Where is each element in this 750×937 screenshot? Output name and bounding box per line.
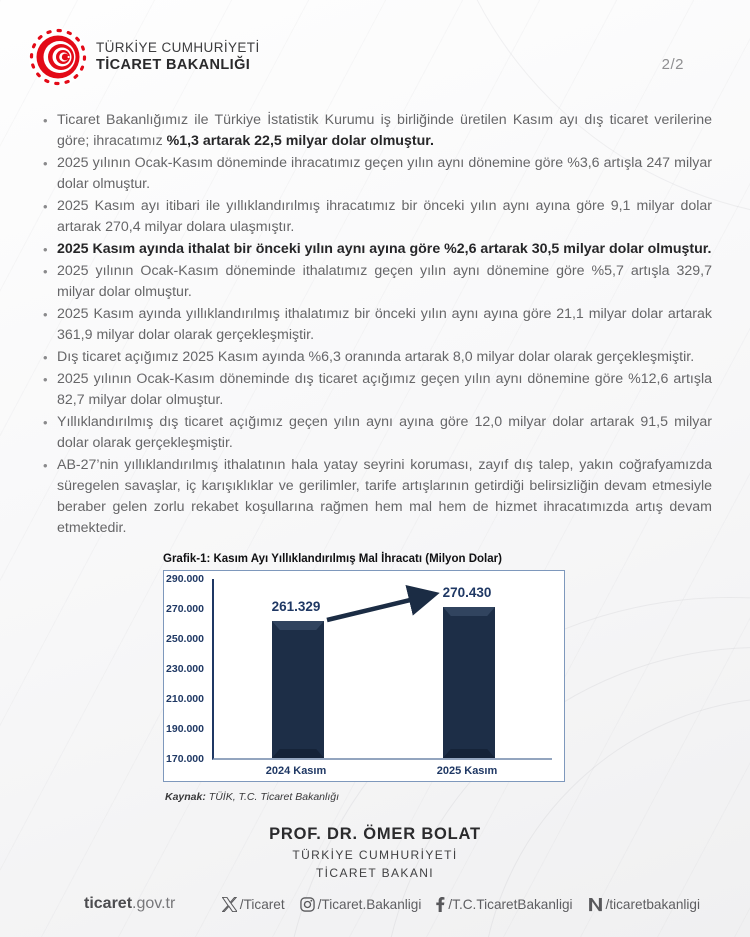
bar-chart xyxy=(163,570,565,782)
social-link-nsosyal[interactable] xyxy=(588,897,700,912)
x-axis-category-label: 2024 Kasım xyxy=(265,765,327,777)
signature-block xyxy=(0,825,750,880)
ministry-logo-icon xyxy=(28,27,88,87)
bullet-item xyxy=(42,110,712,152)
website-bold: ticaret xyxy=(84,895,133,912)
social-handle: /Ticaret.Bakanligi xyxy=(317,896,422,912)
y-axis-tick-label: 270.000 xyxy=(166,603,204,615)
y-axis-tick-label: 230.000 xyxy=(166,663,204,675)
chart-title: Grafik-1: Kasım Ayı Yıllıklandırılmış Mal İhracatı (Milyon Dolar) xyxy=(163,553,502,565)
y-axis-tick-label: 170.000 xyxy=(166,753,204,765)
social-handle: /Ticaret xyxy=(239,896,285,912)
bullet-item xyxy=(42,455,712,539)
signature-line2: TİCARET BAKANI xyxy=(315,866,435,880)
source-label: Kaynak: xyxy=(165,791,206,803)
page-number: 2/2 xyxy=(661,56,684,73)
ministry-name-line2: TİCARET BAKANLIĞI xyxy=(96,57,251,73)
bullet-segment: %1,3 artarak 22,5 milyar dolar olmuştur. xyxy=(166,133,434,149)
bullet-segment: 2025 Kasım ayında yıllıklandırılmış ithalatımız bir önceki yılın aynı ayına göre 21,1 milyar dolar artarak 361,9 milyar dolar olarak gerçekleşmiştir. xyxy=(57,306,712,343)
chart-section xyxy=(163,553,565,803)
x-axis-category-label: 2025 Kasım xyxy=(436,765,498,777)
bullet-item xyxy=(42,261,712,303)
ministry-logo xyxy=(28,27,88,87)
nsosyal-icon xyxy=(588,897,603,912)
bar-value-label: 270.430 xyxy=(442,585,492,600)
instagram-icon xyxy=(300,897,315,912)
bullet-item xyxy=(42,239,712,260)
source-note xyxy=(165,791,565,803)
bar-2025 Kasım xyxy=(443,607,495,758)
bullet-segment: 2025 Kasım ayında ithalat bir önceki yılın aynı ayına göre %2,6 artarak 30,5 milyar dolar olmuştur. xyxy=(57,241,712,257)
footer xyxy=(0,879,750,937)
bullet-item xyxy=(42,369,712,411)
x-icon xyxy=(222,897,237,912)
bullet-segment: 2025 yılının Ocak-Kasım döneminde ithalatımız geçen yılın aynı dönemine göre %5,7 artışla 329,7 milyar dolar olmuştur. xyxy=(57,263,712,300)
ministry-name-line1: TÜRKİYE CUMHURİYETİ xyxy=(96,40,260,55)
bullet-item xyxy=(42,153,712,195)
website-rest: .gov.tr xyxy=(132,895,176,912)
bullet-segment: 2025 yılının Ocak-Kasım döneminde ihracatımız geçen yılın aynı dönemine göre %3,6 artışla 247 milyar dolar olmuştur. xyxy=(57,155,712,192)
bullet-segment: Yıllıklandırılmış dış ticaret açığımız geçen yılın aynı ayına göre 12,0 milyar dolar artarak 91,5 milyar dolar olarak gerçekleşmiştir. xyxy=(57,414,712,451)
website-link[interactable] xyxy=(84,895,175,913)
bar-2024 Kasım xyxy=(272,621,324,758)
bullet-segment: Ticaret Bakanlığımız ile Türkiye İstatistik Kurumu iş birliğinde üretilen Kasım ayı dış ticaret verilerine göre; ihracatımız xyxy=(57,112,712,149)
bullet-list xyxy=(42,110,712,539)
bullet-item xyxy=(42,347,712,368)
bullet-segment: 2025 Kasım ayı itibari ile yıllıklandırılmış ihracatımız bir önceki yılın aynı ayına göre 9,1 milyar dolar artarak 270,4 milyar dolara ulaşmıştır. xyxy=(57,198,712,235)
bullet-segment: 2025 yılının Ocak-Kasım döneminde dış ticaret açığımız geçen yılın aynı dönemine göre %12,6 artışla 82,7 milyar dolar olmuştur. xyxy=(57,371,712,408)
bullet-segment: AB-27’nin yıllıklandırılmış ithalatının hala yatay seyrini koruması, zayıf dış talep, yakın coğrafyamızda süregelen savaşlar, iç karışıklıklar ve gerilimler, tarife artışlarının getirdiği belirsizliğin devam etmesiyle beraber gelen zorlu rekabet koşullarına rağmen hem mal hem de hizmet ihracatımızda artış devam etmektedir. xyxy=(57,457,712,536)
signature-line1: TÜRKİYE CUMHURİYETİ xyxy=(292,848,458,862)
ministry-name xyxy=(96,40,260,73)
bullet-item xyxy=(42,304,712,346)
source-text: TÜİK, T.C. Ticaret Bakanlığı xyxy=(205,791,340,803)
bullet-item xyxy=(42,196,712,238)
y-axis-tick-label: 190.000 xyxy=(166,723,204,735)
bar-value-label: 261.329 xyxy=(271,599,321,614)
y-axis-tick-label: 210.000 xyxy=(166,693,204,705)
header xyxy=(0,0,750,92)
social-handle: /ticaretbakanligi xyxy=(605,896,700,912)
minister-name: PROF. DR. ÖMER BOLAT xyxy=(269,825,481,843)
social-handle: /T.C.TicaretBakanligi xyxy=(448,896,573,912)
social-link-facebook[interactable] xyxy=(436,897,572,912)
social-link-instagram[interactable] xyxy=(300,897,422,912)
bullet-item xyxy=(42,412,712,454)
social-links xyxy=(222,897,700,912)
bullet-segment: Dış ticaret açığımız 2025 Kasım ayında %6,3 oranında artarak 8,0 milyar dolar olarak gerçekleşmiştir. xyxy=(57,349,695,365)
y-axis-tick-label: 290.000 xyxy=(166,573,204,585)
y-axis-tick-label: 250.000 xyxy=(166,633,204,645)
social-link-x[interactable] xyxy=(222,897,285,912)
facebook-icon xyxy=(436,897,445,912)
